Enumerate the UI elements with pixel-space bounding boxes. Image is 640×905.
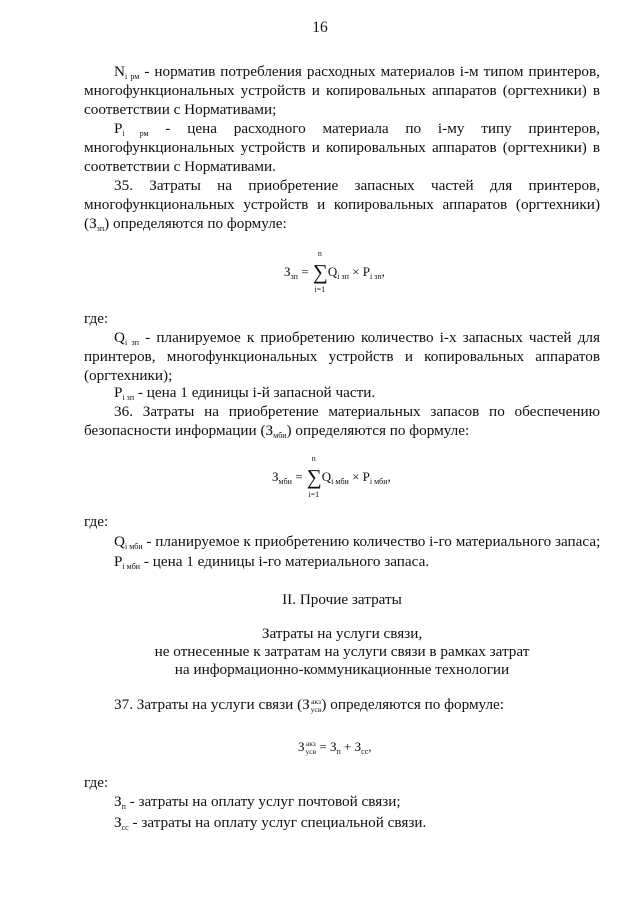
symbol: P xyxy=(114,120,123,137)
symbol: P xyxy=(114,384,123,401)
subsection-title-line-3: на информационно-коммуникационные технологии xyxy=(174,661,510,678)
symbol: P xyxy=(114,553,123,570)
formula-q: Q xyxy=(321,469,332,484)
definition-q-imbi xyxy=(114,532,600,551)
formula-lhs: З xyxy=(272,469,279,484)
formula-lhs-scripts xyxy=(306,740,317,756)
symbol-sub: i мби xyxy=(124,542,143,551)
symbol-sub: i мби xyxy=(122,562,141,571)
formula-lhs: З xyxy=(298,739,305,754)
symbol: З xyxy=(114,814,122,831)
formula-plus: + xyxy=(344,739,352,754)
formula-zusv xyxy=(298,737,372,756)
symbol-sub: сс xyxy=(121,823,129,832)
item-36 xyxy=(84,402,600,440)
sum-operator xyxy=(312,249,328,295)
formula-p: P xyxy=(362,469,370,484)
formula-zzp xyxy=(284,249,385,295)
symbol-sub: i рм xyxy=(124,72,140,81)
where-label: где: xyxy=(84,513,109,530)
item-37-scripts xyxy=(311,698,322,714)
item-36-symbol: З xyxy=(265,422,274,439)
formula-lhs-sub: зп xyxy=(290,272,298,281)
formula-times: × xyxy=(352,264,360,279)
formula-a: З xyxy=(329,739,337,754)
symbol-sub: п xyxy=(121,802,126,811)
formula-q-sub: i зп xyxy=(337,272,349,281)
symbol: Q xyxy=(114,533,125,550)
definition-text: - цена расходного материала по i-му типу принтеров, многофункциональных устройств и копировальных аппаратов (оргтехники) в соответствии с Нормативами. xyxy=(84,120,600,175)
subsection-title-line-1: Затраты на услуги связи, xyxy=(261,625,423,642)
formula-lhs-sub: мби xyxy=(278,477,292,486)
definition-q-izp xyxy=(84,328,600,385)
item-36-text: 36. Затраты на приобретение материальных запасов по обеспечению безопасности информации ( xyxy=(84,403,600,439)
formula-times: × xyxy=(352,469,360,484)
formula-p: P xyxy=(362,264,370,279)
definition-z-ss xyxy=(114,813,426,832)
definition-text: - планируемое к приобретению количество i-х запасных частей для принтеров, многофункциональных устройств и копировальных аппаратов (оргтехники); xyxy=(84,329,600,384)
definition-z-p xyxy=(114,792,401,811)
symbol-sub: i зп xyxy=(124,338,139,347)
page-number: 16 xyxy=(312,19,328,36)
formula-end: , xyxy=(368,739,372,754)
sum-lower: i=1 xyxy=(314,285,326,295)
formula-b-sub: сс xyxy=(361,747,369,756)
definition-text: - затраты на оплату услуг почтовой связи; xyxy=(125,793,401,810)
item-37-sub: усв xyxy=(310,704,322,714)
symbol: N xyxy=(114,63,125,80)
definition-text: - норматив потребления расходных материалов i-м типом принтеров, многофункциональных устройств и копировальных аппаратов (оргтехники) в соответствии с Нормативами; xyxy=(84,63,600,118)
definition-text: - цена 1 единицы i-го материального запаса. xyxy=(140,553,430,570)
formula-lhs-sup: акз xyxy=(305,739,316,749)
symbol: З xyxy=(114,793,122,810)
item-35-tail: ) определяются по формуле: xyxy=(104,215,287,232)
section-title: II. Прочие затраты xyxy=(282,591,402,608)
formula-a-sub: п xyxy=(336,747,341,756)
definition-text: - планируемое к приобретению количество i-го материального запаса; xyxy=(142,533,601,550)
item-35-symbol: З xyxy=(89,215,97,232)
definition-text: - затраты на оплату услуг специальной связи. xyxy=(128,814,427,831)
definition-p-izp xyxy=(114,383,375,402)
item-35-open: ( xyxy=(84,215,90,232)
item-37-tail: ) определяются по формуле: xyxy=(321,696,505,713)
sum-upper: n xyxy=(311,454,316,464)
formula-q: Q xyxy=(327,264,338,279)
formula-p-sub: i мби xyxy=(369,477,388,486)
formula-lhs-sub: усв xyxy=(305,747,317,757)
symbol: Q xyxy=(114,329,125,346)
item-35-text: 35. Затраты на приобретение запасных частей для принтеров, многофункциональных устройств и копировальных аппаратов (оргтехники) xyxy=(84,177,600,213)
definition-text: - цена 1 единицы i-й запасной части. xyxy=(134,384,376,401)
item-37-sup: акз xyxy=(311,696,321,706)
formula-b: З xyxy=(354,739,362,754)
sigma-symbol: ∑ xyxy=(312,260,328,285)
item-37-symbol: З xyxy=(302,696,310,713)
definition-p-irm xyxy=(84,119,600,176)
item-35-symbol-sub: зп xyxy=(96,224,105,233)
formula-eq: = xyxy=(319,739,327,754)
formula-eq: = xyxy=(295,469,303,484)
symbol-sub: i зп xyxy=(122,393,135,402)
formula-eq: = xyxy=(301,264,309,279)
item-36-tail: ) определяются по формуле: xyxy=(286,422,470,439)
item-37 xyxy=(114,695,504,714)
formula-zmbi xyxy=(272,454,391,500)
formula-q-sub: i мби xyxy=(331,477,349,486)
sum-lower: i=1 xyxy=(308,490,320,500)
sigma-symbol: ∑ xyxy=(306,465,322,490)
definition-p-imbi xyxy=(114,552,429,571)
formula-end: , xyxy=(381,264,385,279)
where-label: где: xyxy=(84,310,109,327)
formula-end: , xyxy=(387,469,391,484)
where-label: где: xyxy=(84,774,109,791)
item-36-symbol-sub: мби xyxy=(273,431,287,440)
symbol-sub: i рм xyxy=(122,129,149,138)
sum-operator xyxy=(306,454,322,500)
formula-lhs: З xyxy=(284,264,291,279)
formula-p-sub: i зп xyxy=(369,272,382,281)
definition-n-irm xyxy=(84,62,600,119)
subsection-title-line-2: не отнесенные к затратам на услуги связи в рамках затрат xyxy=(154,643,530,660)
sum-upper: n xyxy=(317,249,322,259)
item-35 xyxy=(84,176,600,233)
item-37-text: 37. Затраты на услуги связи ( xyxy=(114,696,303,713)
